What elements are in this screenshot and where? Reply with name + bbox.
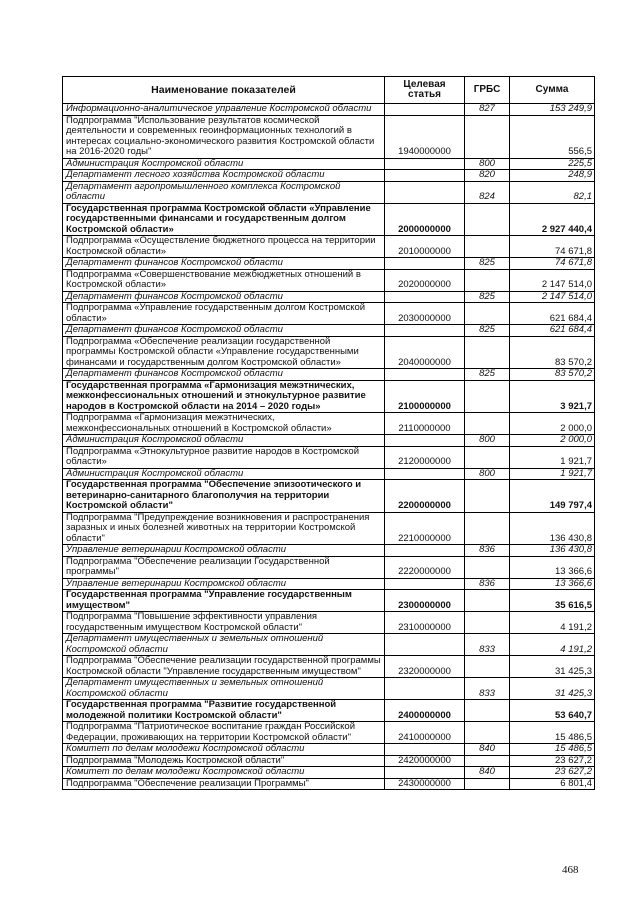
- table-row: [63, 291, 595, 303]
- row-name-cell: Комитет по делам молодежи Костромской области: [63, 767, 385, 779]
- row-sum-cell: 153 249,9: [510, 104, 595, 116]
- table-row: [63, 656, 595, 678]
- row-sum-cell: 136 430,8: [510, 512, 595, 545]
- row-target-article-cell: [385, 104, 465, 116]
- row-sum-cell: 31 425,3: [510, 678, 595, 700]
- row-name-cell: Подпрограмма "Обеспечение реализации государственной программы Костромской области "Управление государственным имуществом": [63, 656, 385, 678]
- row-name-cell: Департамент имущественных и земельных отношений Костромской области: [63, 634, 385, 656]
- row-name-cell: Департамент агропромышленного комплекса Костромской области: [63, 181, 385, 203]
- row-sum-cell: 13 366,6: [510, 556, 595, 578]
- table-row: [63, 115, 595, 158]
- row-sum-cell: 149 797,4: [510, 480, 595, 513]
- row-sum-cell: 35 616,5: [510, 590, 595, 612]
- row-target-article-cell: 2410000000: [385, 722, 465, 744]
- row-name-cell: Подпрограмма «Управление государственным долгом Костромской области»: [63, 303, 385, 325]
- table-row: [63, 678, 595, 700]
- table-row: [63, 767, 595, 779]
- row-target-article-cell: [385, 258, 465, 270]
- row-target-article-cell: [385, 678, 465, 700]
- row-grbs-cell: [465, 700, 510, 722]
- row-name-cell: Подпрограмма "Патриотическое воспитание граждан Российской Федерации, проживающих на территории Костромской области": [63, 722, 385, 744]
- row-name-cell: Подпрограмма «Гармонизация межэтнических, межконфессиональных отношений в Костромской области»: [63, 413, 385, 435]
- row-name-cell: Управление ветеринарии Костромской области: [63, 545, 385, 557]
- table-row: [63, 578, 595, 590]
- row-sum-cell: 83 570,2: [510, 336, 595, 369]
- row-name-cell: Департамент финансов Костромской области: [63, 325, 385, 337]
- row-grbs-cell: [465, 755, 510, 767]
- row-sum-cell: 13 366,6: [510, 578, 595, 590]
- row-sum-cell: 2 000,0: [510, 413, 595, 435]
- table-row: [63, 236, 595, 258]
- row-name-cell: Департамент имущественных и земельных отношений Костромской области: [63, 678, 385, 700]
- row-grbs-cell: [465, 612, 510, 634]
- row-name-cell: Подпрограмма "Обеспечение реализации Программы": [63, 778, 385, 790]
- row-target-article-cell: [385, 545, 465, 557]
- budget-table-container: [62, 76, 594, 790]
- row-target-article-cell: 2420000000: [385, 755, 465, 767]
- table-body: [63, 104, 595, 790]
- row-sum-cell: 136 430,8: [510, 545, 595, 557]
- row-target-article-cell: 2030000000: [385, 303, 465, 325]
- row-grbs-cell: 840: [465, 767, 510, 779]
- row-grbs-cell: 833: [465, 678, 510, 700]
- row-target-article-cell: 2000000000: [385, 203, 465, 236]
- table-row: [63, 203, 595, 236]
- row-target-article-cell: 2300000000: [385, 590, 465, 612]
- row-sum-cell: 15 486,5: [510, 722, 595, 744]
- row-grbs-cell: [465, 380, 510, 413]
- row-target-article-cell: [385, 578, 465, 590]
- table-row: [63, 744, 595, 756]
- row-sum-cell: 556,5: [510, 115, 595, 158]
- row-target-article-cell: 2310000000: [385, 612, 465, 634]
- row-target-article-cell: [385, 744, 465, 756]
- row-sum-cell: 2 927 440,4: [510, 203, 595, 236]
- row-grbs-cell: 800: [465, 158, 510, 170]
- table-row: [63, 722, 595, 744]
- row-target-article-cell: 2430000000: [385, 778, 465, 790]
- row-grbs-cell: [465, 269, 510, 291]
- row-sum-cell: 225,5: [510, 158, 595, 170]
- row-sum-cell: 3 921,7: [510, 380, 595, 413]
- row-target-article-cell: [385, 369, 465, 381]
- row-target-article-cell: 2400000000: [385, 700, 465, 722]
- table-row: [63, 755, 595, 767]
- table-row: [63, 590, 595, 612]
- page-number: 468: [562, 864, 579, 876]
- budget-table: [62, 76, 595, 790]
- row-grbs-cell: 825: [465, 369, 510, 381]
- row-sum-cell: 621 684,4: [510, 325, 595, 337]
- table-row: [63, 700, 595, 722]
- table-row: [63, 480, 595, 513]
- table-header-row: [63, 77, 595, 104]
- row-name-cell: Подпрограмма "Повышение эффективности управления государственным имуществом Костромской области": [63, 612, 385, 634]
- row-name-cell: Информационно-аналитическое управление Костромской области: [63, 104, 385, 116]
- row-target-article-cell: 2100000000: [385, 380, 465, 413]
- row-sum-cell: 15 486,5: [510, 744, 595, 756]
- row-sum-cell: 83 570,2: [510, 369, 595, 381]
- row-grbs-cell: [465, 722, 510, 744]
- row-name-cell: Администрация Костромской области: [63, 468, 385, 480]
- row-grbs-cell: [465, 303, 510, 325]
- column-header-sum: Сумма: [510, 77, 595, 104]
- row-grbs-cell: 836: [465, 545, 510, 557]
- table-row: [63, 258, 595, 270]
- table-row: [63, 325, 595, 337]
- row-sum-cell: 31 425,3: [510, 656, 595, 678]
- row-target-article-cell: 2200000000: [385, 480, 465, 513]
- row-name-cell: Подпрограмма "Обеспечение реализации Государственной программы": [63, 556, 385, 578]
- row-target-article-cell: [385, 325, 465, 337]
- row-grbs-cell: 840: [465, 744, 510, 756]
- row-grbs-cell: [465, 512, 510, 545]
- row-target-article-cell: [385, 291, 465, 303]
- row-name-cell: Администрация Костромской области: [63, 158, 385, 170]
- table-row: [63, 556, 595, 578]
- row-name-cell: Департамент финансов Костромской области: [63, 258, 385, 270]
- row-target-article-cell: 2320000000: [385, 656, 465, 678]
- table-row: [63, 468, 595, 480]
- row-sum-cell: 2 000,0: [510, 435, 595, 447]
- row-sum-cell: 23 627,2: [510, 755, 595, 767]
- table-row: [63, 512, 595, 545]
- row-grbs-cell: 836: [465, 578, 510, 590]
- row-sum-cell: 2 147 514,0: [510, 269, 595, 291]
- row-target-article-cell: [385, 435, 465, 447]
- table-row: [63, 446, 595, 468]
- row-grbs-cell: 827: [465, 104, 510, 116]
- row-sum-cell: 1 921,7: [510, 468, 595, 480]
- row-sum-cell: 4 191,2: [510, 612, 595, 634]
- row-target-article-cell: 2120000000: [385, 446, 465, 468]
- row-name-cell: Департамент финансов Костромской области: [63, 291, 385, 303]
- table-row: [63, 634, 595, 656]
- row-sum-cell: 1 921,7: [510, 446, 595, 468]
- row-grbs-cell: 800: [465, 435, 510, 447]
- row-target-article-cell: 2010000000: [385, 236, 465, 258]
- row-name-cell: Администрация Костромской области: [63, 435, 385, 447]
- row-grbs-cell: 825: [465, 325, 510, 337]
- row-sum-cell: 621 684,4: [510, 303, 595, 325]
- row-target-article-cell: [385, 767, 465, 779]
- table-row: [63, 104, 595, 116]
- row-name-cell: Государственная программа "Управление государственным имуществом": [63, 590, 385, 612]
- row-grbs-cell: [465, 556, 510, 578]
- row-grbs-cell: [465, 778, 510, 790]
- row-name-cell: Департамент финансов Костромской области: [63, 369, 385, 381]
- row-name-cell: Подпрограмма "Использование результатов космической деятельности и современных геоинформационных технологий в интересах социально-экономического развития Костромской области на 2016-2020 годы": [63, 115, 385, 158]
- row-target-article-cell: 2020000000: [385, 269, 465, 291]
- row-target-article-cell: 2220000000: [385, 556, 465, 578]
- row-sum-cell: 74 671,8: [510, 258, 595, 270]
- row-sum-cell: 23 627,2: [510, 767, 595, 779]
- column-header-target-article: Целевая статья: [385, 77, 465, 104]
- table-row: [63, 181, 595, 203]
- row-name-cell: Государственная программа «Гармонизация межэтнических, межконфессиональных отношений и этнокультурное развитие народов в Костромской области на 2014 – 2020 годы»: [63, 380, 385, 413]
- row-grbs-cell: 825: [465, 258, 510, 270]
- row-grbs-cell: 800: [465, 468, 510, 480]
- table-row: [63, 778, 595, 790]
- row-sum-cell: 74 671,8: [510, 236, 595, 258]
- table-row: [63, 435, 595, 447]
- row-grbs-cell: [465, 413, 510, 435]
- row-name-cell: Государственная программа "Обеспечение эпизоотического и ветеринарно-санитарного благополучия на территории Костромской области": [63, 480, 385, 513]
- row-name-cell: Подпрограмма «Осуществление бюджетного процесса на территории Костромской области»: [63, 236, 385, 258]
- row-grbs-cell: [465, 656, 510, 678]
- row-target-article-cell: [385, 634, 465, 656]
- row-sum-cell: 82,1: [510, 181, 595, 203]
- row-name-cell: Управление ветеринарии Костромской области: [63, 578, 385, 590]
- table-row: [63, 545, 595, 557]
- table-row: [63, 303, 595, 325]
- table-row: [63, 369, 595, 381]
- row-target-article-cell: 2040000000: [385, 336, 465, 369]
- row-target-article-cell: 2110000000: [385, 413, 465, 435]
- row-grbs-cell: 820: [465, 170, 510, 182]
- row-grbs-cell: [465, 590, 510, 612]
- column-header-name: Наименование показателей: [63, 77, 385, 104]
- row-grbs-cell: [465, 115, 510, 158]
- table-row: [63, 170, 595, 182]
- row-grbs-cell: 833: [465, 634, 510, 656]
- row-name-cell: Государственная программа "Развитие государственной молодежной политики Костромской области": [63, 700, 385, 722]
- row-grbs-cell: [465, 236, 510, 258]
- row-name-cell: Подпрограмма "Молодежь Костромской области": [63, 755, 385, 767]
- row-target-article-cell: [385, 170, 465, 182]
- row-name-cell: Подпрограмма «Совершенствование межбюджетных отношений в Костромской области»: [63, 269, 385, 291]
- table-row: [63, 158, 595, 170]
- row-target-article-cell: [385, 468, 465, 480]
- column-header-grbs: ГРБС: [465, 77, 510, 104]
- row-grbs-cell: [465, 203, 510, 236]
- row-sum-cell: 4 191,2: [510, 634, 595, 656]
- row-name-cell: Подпрограмма «Обеспечение реализации государственной программы Костромской области «Управление государственными финансами и государственным долгом Костромской области»: [63, 336, 385, 369]
- row-grbs-cell: [465, 336, 510, 369]
- row-target-article-cell: [385, 181, 465, 203]
- row-name-cell: Подпрограмма «Этнокультурное развитие народов в Костромской области»: [63, 446, 385, 468]
- row-grbs-cell: [465, 480, 510, 513]
- row-name-cell: Департамент лесного хозяйства Костромской области: [63, 170, 385, 182]
- row-target-article-cell: [385, 158, 465, 170]
- row-name-cell: Комитет по делам молодежи Костромской области: [63, 744, 385, 756]
- row-grbs-cell: 824: [465, 181, 510, 203]
- table-row: [63, 380, 595, 413]
- row-sum-cell: 2 147 514,0: [510, 291, 595, 303]
- row-target-article-cell: 1940000000: [385, 115, 465, 158]
- row-grbs-cell: [465, 446, 510, 468]
- table-row: [63, 612, 595, 634]
- table-row: [63, 413, 595, 435]
- row-sum-cell: 53 640,7: [510, 700, 595, 722]
- table-row: [63, 336, 595, 369]
- table-row: [63, 269, 595, 291]
- row-sum-cell: 248,9: [510, 170, 595, 182]
- row-grbs-cell: 825: [465, 291, 510, 303]
- row-target-article-cell: 2210000000: [385, 512, 465, 545]
- row-name-cell: Подпрограмма "Предупреждение возникновения и распространения заразных и иных болезней животных на территории Костромской области": [63, 512, 385, 545]
- row-name-cell: Государственная программа Костромской области «Управление государственными финансами и государственным долгом Костромской области»: [63, 203, 385, 236]
- row-sum-cell: 6 801,4: [510, 778, 595, 790]
